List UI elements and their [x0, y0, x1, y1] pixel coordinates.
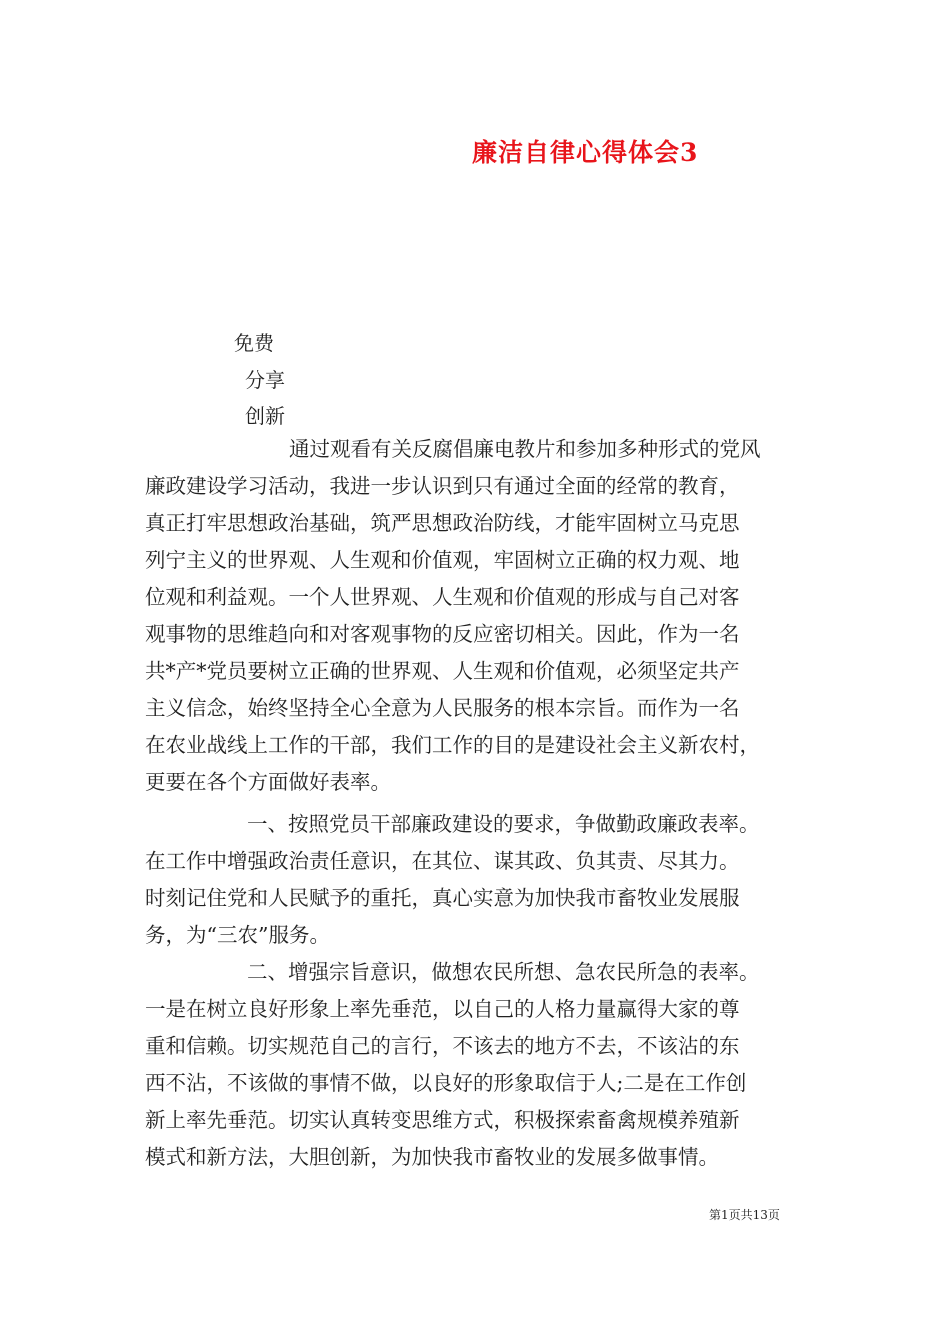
body-line: 在农业战线上工作的干部，我们工作的目的是建设社会主义新农村，	[145, 733, 760, 757]
body-line: 一、按照党员干部廉政建设的要求，争做勤政廉政表率。	[247, 812, 760, 836]
document-title: 廉洁自律心得体会3	[472, 138, 699, 167]
body-line: 共*产*党员要树立正确的世界观、人生观和价值观，必须坚定共产	[145, 659, 740, 683]
body-line: 务，为“三农”服务。	[145, 923, 330, 947]
body-line: 更要在各个方面做好表率。	[145, 770, 391, 794]
tag-share: 分享	[245, 368, 285, 392]
body-line: 二、增强宗旨意识，做想农民所想、急农民所急的表率。	[247, 960, 760, 984]
tag-innovate: 创新	[245, 404, 285, 428]
body-line: 真正打牢思想政治基础，筑严思想政治防线，才能牢固树立马克思	[145, 511, 740, 535]
body-line: 重和信赖。切实规范自己的言行，不该去的地方不去，不该沾的东	[145, 1034, 740, 1058]
body-line: 一是在树立良好形象上率先垂范，以自己的人格力量赢得大家的尊	[145, 997, 740, 1021]
tag-free: 免费	[234, 331, 274, 355]
body-line: 模式和新方法，大胆创新，为加快我市畜牧业的发展多做事情。	[145, 1145, 719, 1169]
body-line: 廉政建设学习活动，我进一步认识到只有通过全面的经常的教育，	[145, 474, 740, 498]
body-line: 西不沾，不该做的事情不做，以良好的形象取信于人;二是在工作创	[145, 1071, 747, 1095]
body-line: 时刻记住党和人民赋予的重托，真心实意为加快我市畜牧业发展服	[145, 886, 740, 910]
body-line: 主义信念，始终坚持全心全意为人民服务的根本宗旨。而作为一名	[145, 696, 740, 720]
body-line: 列宁主义的世界观、人生观和价值观，牢固树立正确的权力观、地	[145, 548, 740, 572]
body-line: 新上率先垂范。切实认真转变思维方式，积极探索畜禽规模养殖新	[145, 1108, 740, 1132]
body-line: 观事物的思维趋向和对客观事物的反应密切相关。因此，作为一名	[145, 622, 740, 646]
body-line: 通过观看有关反腐倡廉电教片和参加多种形式的党风	[289, 437, 761, 461]
body-line: 在工作中增强政治责任意识，在其位、谋其政、负其责、尽其力。	[145, 849, 740, 873]
body-line: 位观和利益观。一个人世界观、人生观和价值观的形成与自己对客	[145, 585, 740, 609]
page-number-footer: 第1页共13页	[709, 1208, 780, 1222]
